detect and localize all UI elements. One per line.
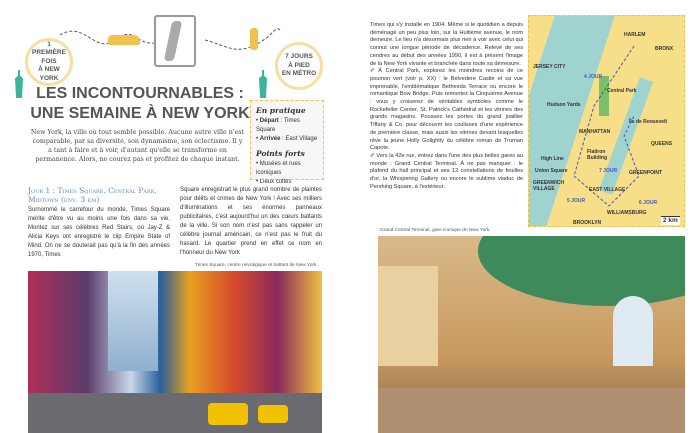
map-label: HARLEM bbox=[624, 32, 646, 38]
map-label: EAST VILLAGE bbox=[589, 187, 626, 193]
map-label: MANHATTAN bbox=[579, 129, 611, 135]
badge-seven-days: 7 JOURS À PIED EN MÉTRO bbox=[275, 42, 323, 90]
map-label: High Line bbox=[541, 156, 564, 162]
paragraph: Vers la 42e rue, entrez dans l'une des plus belles gares au monde : Grand Central Terminal. À ne pas manquer : le plafond du hall principal et ses 12 constellations de feuilles d'or, la Whispering Gallery ou encore le sublime viaduc de Pershing Square, à l'extérieur. bbox=[370, 152, 523, 190]
pin-icon: ✐ bbox=[370, 152, 377, 159]
left-column-1 bbox=[28, 186, 170, 260]
map-day-marker: 6 JOUR bbox=[639, 200, 658, 206]
map-label: JERSEY CITY bbox=[533, 64, 566, 70]
taxi-icon bbox=[108, 35, 140, 45]
page-title-line1: LES INCONTOURNABLES : bbox=[36, 85, 244, 102]
map-label: Île de Roosevelt bbox=[629, 119, 668, 125]
walker-icon bbox=[250, 28, 258, 50]
map-label: Hudson Yards bbox=[547, 102, 581, 108]
map-label: BRONX bbox=[655, 46, 674, 52]
pin-icon: ✐ bbox=[370, 68, 379, 75]
map-day-marker: 5 JOUR bbox=[567, 198, 586, 204]
page-title-line2: UNE SEMAINE À NEW YORK bbox=[30, 105, 250, 122]
pratique-box: En pratique • Départ : Times Square • Arrivée : East Village Points forts • Musées et rues iconiques • Lieux cultes bbox=[250, 100, 324, 180]
map-label: WILLIAMSBURG bbox=[607, 210, 647, 216]
manhattan-map-icon bbox=[154, 15, 196, 67]
right-body-column bbox=[370, 22, 523, 191]
map-label: BROOKLYN bbox=[573, 220, 602, 226]
map-label: GREENWICH VILLAGE bbox=[533, 180, 565, 192]
map-label: Central Park bbox=[607, 88, 637, 94]
badge-first-time: 1 PREMIÈRE FOIS À NEW YORK bbox=[25, 38, 73, 86]
day-heading: Jour 1 : Times Square, Central Park, Midtown (env. 3 km) bbox=[28, 186, 157, 204]
itinerary-map bbox=[528, 15, 685, 227]
body-column-2: Square enregistrait le plus grand nombre de plaintes pour délits et crimes de New York ! Avec ses milliers d'illuminations et ses énormes panneaux publicitaires, c'est aujourd'hui un des cœurs battants de la ville. Si son nom n'est pas sans rappeler un célèbre journal américain, ce n'est pas le fruit du hasard. Le quartier prend en effet ce nom en l'honneur du New York bbox=[180, 187, 322, 256]
map-label: Union Square bbox=[535, 168, 568, 174]
map-day-marker: 4 JOUR bbox=[584, 74, 603, 80]
intro-text: New York, la ville où tout semble possible. Aucune autre ville n'est comparable, par sa diversité, son dynamisme, son éclectisme. Il y a tant à faire et à voir, d'autant qu'elle se transforme en permanence. Alors, ne courez pas et profitez de chaque instant. bbox=[30, 129, 245, 163]
paragraph: Times qui s'y installe en 1904. Même si le quotidien a depuis déménagé un peu plus loin, sur la Huitième avenue, le nom demeure. Le lieu n'a désormais plus rien à voir avec celui qui connut une longue période de décadence. Relevé de ses cendres au début des années 1990, il est à présent l'image de la New York vivante et branchée dans toute sa démesure. bbox=[370, 22, 523, 67]
map-scale: 2 km bbox=[663, 217, 678, 224]
map-label: Flatiron Building bbox=[587, 149, 607, 161]
map-label: QUEENS bbox=[651, 141, 673, 147]
map-label: GREENPOINT bbox=[629, 170, 663, 176]
map-day-marker: 7 JOUR bbox=[599, 168, 618, 174]
grand-central-photo bbox=[378, 236, 685, 433]
times-square-photo bbox=[28, 271, 322, 433]
forts-heading: Points forts bbox=[256, 149, 305, 158]
photo-caption: Grand Central Terminal, gare iconique de New York. bbox=[380, 228, 491, 233]
pratique-heading: En pratique bbox=[256, 106, 306, 115]
body-column-1: Surnommé le carrefour du monde, Times Square mérite d'être vu au moins une fois dans sa vie. Montez sur ses célèbres Red Stairs, où Jay-Z & Alicia Keys ont enregistré le clip Empire State of Mind. On ne se douterait pas qu'à la fin des années 1970, Times bbox=[28, 207, 170, 258]
paragraph: À Central Park, explorez les moindres recoins de ce poumon vert (voir p. XX) : le Belvedere Castle et sa vue imprenable, l'emblématique Bethesda Terrace ou encore le romantique Bow Bridge. Puis remontez la Cinquième Avenue : vous y croiserez de véritables symboles comme le Rockefeller Center, St. Patrick's Cathedral et les vitrines des grands magasins. Poussez les portes du grand joaillier Tiffany & Co. pour découvrir les coulisses d'une expérience de première classe, mais aussi les vitrines devant lesquelles rêve la jeune Holly Golightly du célèbre roman de Truman Capote. bbox=[370, 68, 523, 152]
photo-caption: Times Square, centre névralgique et battant de New York. bbox=[195, 263, 318, 268]
